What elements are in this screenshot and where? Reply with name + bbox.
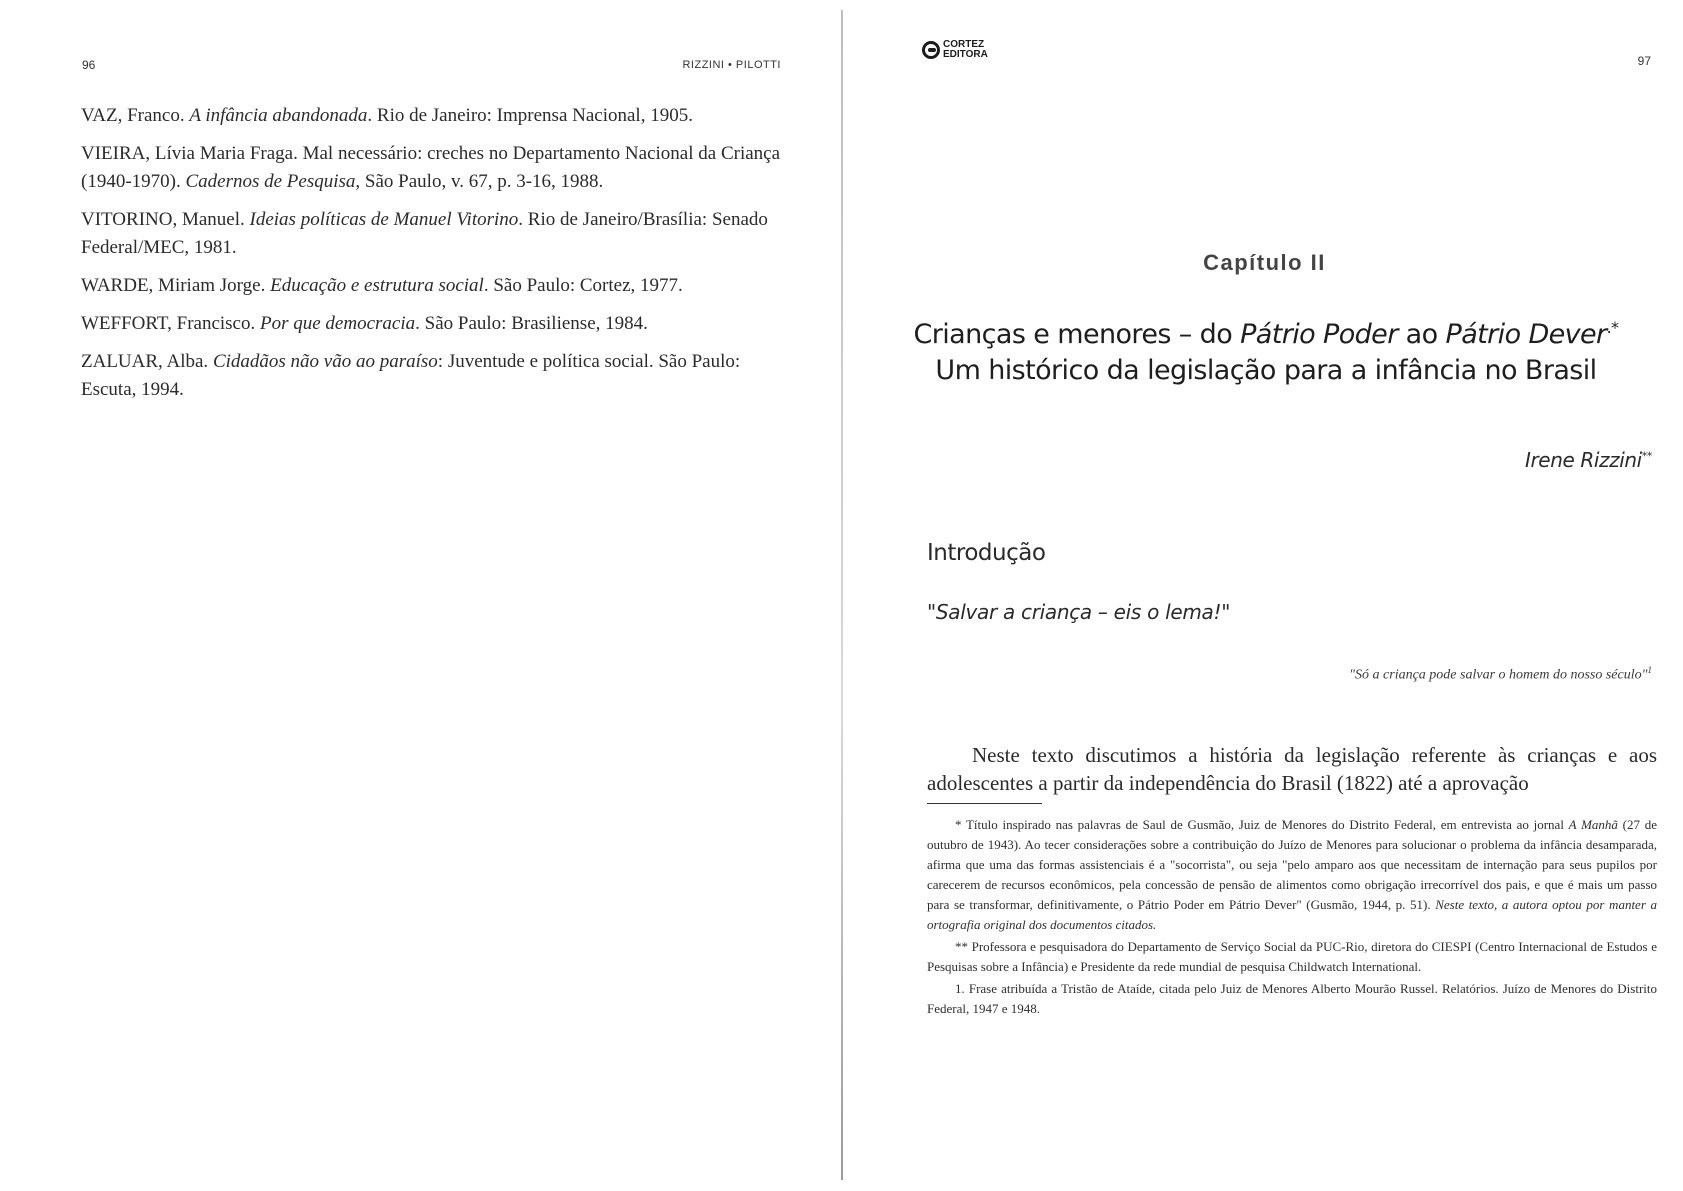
page-number-left: 96: [82, 58, 96, 72]
footnote: ** Professora e pesquisadora do Departamento de Serviço Social da PUC-Rio, diretora do CIESPI (Centro Internacional de Estudos e Pesquisas sobre a Infância) e Presidente da rede mundial de pesquisa Childwatch International.: [927, 939, 1657, 974]
bibliography-entry: VITORINO, Manuel. Ideias políticas de Manuel Vitorino. Rio de Janeiro/Brasília: Senado Federal/MEC, 1981.: [81, 209, 768, 258]
bibliography-entry: VAZ, Franco. A infância abandonada. Rio de Janeiro: Imprensa Nacional, 1905.: [81, 105, 693, 126]
left-page: [0, 0, 841, 1191]
bibliography-entry: WEFFORT, Francisco. Por que democracia. São Paulo: Brasiliense, 1984.: [81, 313, 648, 334]
logo-line-1: CORTEZ: [943, 39, 985, 50]
page-number-right: 97: [1637, 54, 1651, 68]
chapter-label: Capítulo II: [1203, 250, 1326, 275]
motto: "Salvar a criança – eis o lema!": [927, 600, 1231, 624]
footnotes: [927, 815, 1657, 1021]
chapter-subtitle: Um histórico da legislação para a infância no Brasil: [935, 355, 1597, 386]
epigraph: "Só a criança pode salvar o homem do nosso século"$^1$: [1349, 665, 1652, 683]
body-paragraph: Neste texto discutimos a história da legislação referente às crianças e aos adolescentes a partir da independência do Brasil (1822) até a aprovação: [927, 743, 1657, 795]
bibliography-entry: WARDE, Miriam Jorge. Educação e estrutura social. São Paulo: Cortez, 1977.: [81, 275, 683, 296]
publisher-logo: [922, 40, 988, 60]
chapter-title-line-1: Crianças e menores – do Pátrio Poder ao Pátrio Dever.*: [913, 318, 1619, 350]
bibliography-entry: VIEIRA, Lívia Maria Fraga. Mal necessário: creches no Departamento Nacional da Criança (1940-1970). Cadernos de Pesquisa, São Paulo, v. 67, p. 3-16, 1988.: [81, 143, 781, 192]
logo-line-2: EDITORA: [943, 49, 988, 60]
book-gutter: [841, 10, 843, 1180]
footnote: * Título inspirado nas palavras de Saul de Gusmão, Juiz de Menores do Distrito Federal, em entrevista ao jornal A Manhã (27 de outubro de 1943). Ao tecer considerações sobre a contribuição do Juízo de Menores para solucionar o problema da infância desamparada, afirma que uma das formas assistenciais é a "socorrista", ou seja "pelo amparo aos que necessitam de internação para seus pupilos por carecerem de recursos econômicos, pela concessão de pensão de alimentos como obrigação irrecorrível dos pais, e que é mais um passo para se transformar, definitivamente, o Pátrio Poder em Pátrio Dever" (Gusmão, 1944, p. 51). Neste texto, a autora optou por manter a ortografia original dos documentos citados.: [927, 817, 1657, 932]
bibliography-entry: ZALUAR, Alba. Cidadãos não vão ao paraíso: Juventude e política social. São Paulo: Escuta, 1994.: [81, 351, 741, 400]
bibliography-list: [81, 102, 781, 414]
running-head: RIZZINI • PILOTTI: [682, 59, 781, 71]
footnote: 1. Frase atribuída a Tristão de Ataíde, citada pelo Juiz de Menores Alberto Mourão Russel. Relatórios. Juízo de Menores do Distrito Federal, 1947 e 1948.: [927, 981, 1657, 1016]
section-heading: Introdução: [927, 540, 1046, 566]
cortez-logo-icon: [922, 41, 940, 59]
footnote-divider: [927, 803, 1042, 804]
right-page: [846, 0, 1683, 1191]
chapter-title: [866, 310, 1666, 389]
author-name: Irene Rizzini**: [1524, 448, 1652, 472]
